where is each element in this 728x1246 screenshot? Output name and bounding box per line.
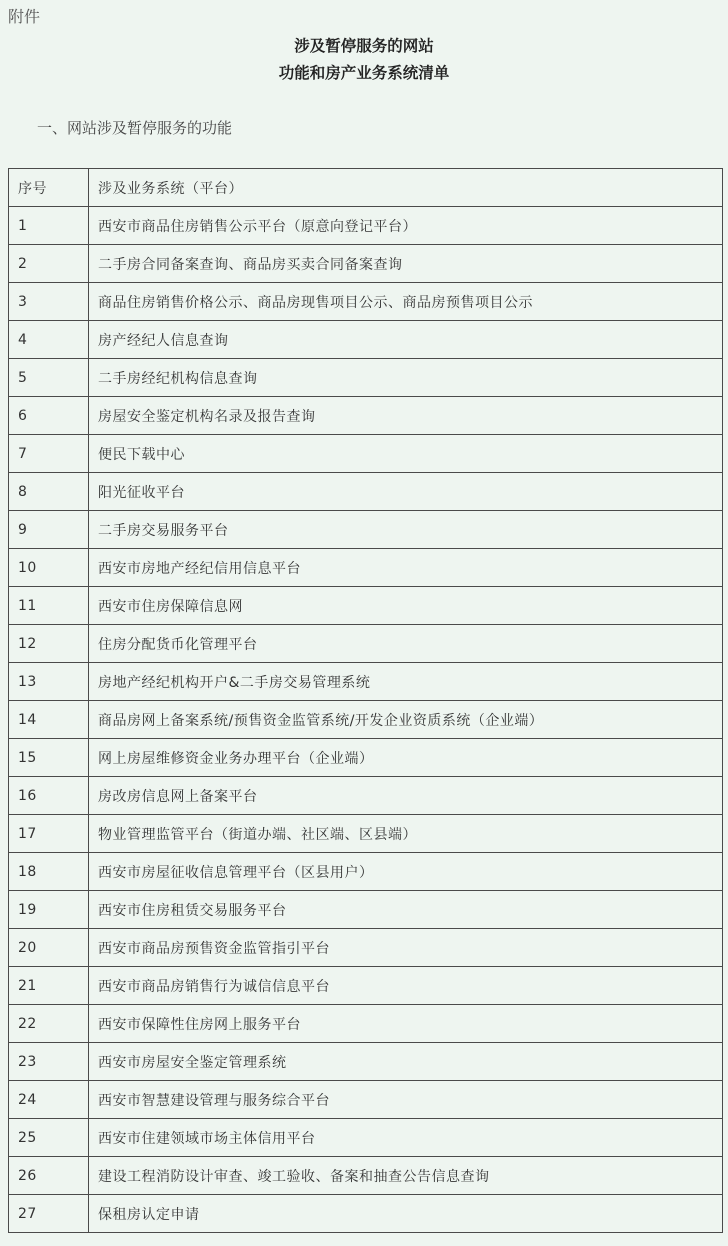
document-title-line-1: 涉及暂停服务的网站 — [294, 37, 434, 55]
table-row — [9, 1005, 723, 1043]
row-business-system: 西安市智慧建设管理与服务综合平台 — [89, 1081, 723, 1119]
document-title-line-2: 功能和房产业务系统清单 — [278, 64, 450, 82]
row-business-system: 保租房认定申请 — [89, 1195, 723, 1233]
row-serial-number: 12 — [9, 625, 89, 663]
table-row — [9, 473, 723, 511]
row-serial-number: 19 — [9, 891, 89, 929]
table-row — [9, 853, 723, 891]
table-row — [9, 1081, 723, 1119]
row-serial-number: 6 — [9, 397, 89, 435]
table-row — [9, 245, 723, 283]
table-row — [9, 1043, 723, 1081]
row-business-system: 二手房经纪机构信息查询 — [89, 359, 723, 397]
function-list-table — [8, 168, 723, 1233]
row-serial-number: 13 — [9, 663, 89, 701]
table-body — [9, 207, 723, 1233]
table-row — [9, 701, 723, 739]
table-row — [9, 625, 723, 663]
row-serial-number: 2 — [9, 245, 89, 283]
table-row — [9, 739, 723, 777]
row-business-system: 便民下载中心 — [89, 435, 723, 473]
row-serial-number: 26 — [9, 1157, 89, 1195]
row-business-system: 西安市房地产经纪信用信息平台 — [89, 549, 723, 587]
row-serial-number: 17 — [9, 815, 89, 853]
row-business-system: 商品房网上备案系统/预售资金监管系统/开发企业资质系统（企业端） — [89, 701, 723, 739]
table-row — [9, 777, 723, 815]
row-serial-number: 24 — [9, 1081, 89, 1119]
table-row — [9, 1157, 723, 1195]
row-business-system: 西安市住房租赁交易服务平台 — [89, 891, 723, 929]
row-serial-number: 18 — [9, 853, 89, 891]
row-serial-number: 3 — [9, 283, 89, 321]
row-business-system: 房地产经纪机构开户&二手房交易管理系统 — [89, 663, 723, 701]
row-serial-number: 8 — [9, 473, 89, 511]
table-row — [9, 207, 723, 245]
table-header-row — [9, 169, 723, 207]
row-business-system: 二手房合同备案查询、商品房买卖合同备案查询 — [89, 245, 723, 283]
attachment-label: 附件 — [8, 7, 41, 26]
section-heading: 一、网站涉及暂停服务的功能 — [37, 119, 233, 137]
table-row — [9, 891, 723, 929]
table-row — [9, 321, 723, 359]
row-serial-number: 10 — [9, 549, 89, 587]
row-serial-number: 11 — [9, 587, 89, 625]
row-business-system: 房屋安全鉴定机构名录及报告查询 — [89, 397, 723, 435]
row-serial-number: 9 — [9, 511, 89, 549]
row-business-system: 西安市保障性住房网上服务平台 — [89, 1005, 723, 1043]
row-serial-number: 20 — [9, 929, 89, 967]
row-serial-number: 25 — [9, 1119, 89, 1157]
table-row — [9, 435, 723, 473]
table-row — [9, 967, 723, 1005]
header-serial-number: 序号 — [9, 169, 89, 207]
row-business-system: 西安市房屋安全鉴定管理系统 — [89, 1043, 723, 1081]
row-business-system: 西安市商品住房销售公示平台（原意向登记平台） — [89, 207, 723, 245]
table-row — [9, 1119, 723, 1157]
row-business-system: 住房分配货币化管理平台 — [89, 625, 723, 663]
table-row — [9, 815, 723, 853]
row-serial-number: 15 — [9, 739, 89, 777]
row-business-system: 二手房交易服务平台 — [89, 511, 723, 549]
row-business-system: 西安市住房保障信息网 — [89, 587, 723, 625]
row-business-system: 网上房屋维修资金业务办理平台（企业端） — [89, 739, 723, 777]
row-serial-number: 21 — [9, 967, 89, 1005]
row-serial-number: 1 — [9, 207, 89, 245]
table-row — [9, 397, 723, 435]
table-row — [9, 929, 723, 967]
table-row — [9, 359, 723, 397]
row-serial-number: 16 — [9, 777, 89, 815]
row-business-system: 房产经纪人信息查询 — [89, 321, 723, 359]
table-row — [9, 511, 723, 549]
row-serial-number: 23 — [9, 1043, 89, 1081]
row-business-system: 房改房信息网上备案平台 — [89, 777, 723, 815]
row-serial-number: 27 — [9, 1195, 89, 1233]
table-row — [9, 1195, 723, 1233]
row-serial-number: 22 — [9, 1005, 89, 1043]
table-row — [9, 587, 723, 625]
row-business-system: 西安市商品房预售资金监管指引平台 — [89, 929, 723, 967]
table-row — [9, 663, 723, 701]
table-row — [9, 283, 723, 321]
row-serial-number: 5 — [9, 359, 89, 397]
header-business-system: 涉及业务系统（平台） — [89, 169, 723, 207]
table-row — [9, 549, 723, 587]
row-business-system: 物业管理监管平台（街道办端、社区端、区县端） — [89, 815, 723, 853]
row-business-system: 西安市住建领域市场主体信用平台 — [89, 1119, 723, 1157]
row-business-system: 西安市房屋征收信息管理平台（区县用户） — [89, 853, 723, 891]
row-business-system: 商品住房销售价格公示、商品房现售项目公示、商品房预售项目公示 — [89, 283, 723, 321]
row-business-system: 西安市商品房销售行为诚信信息平台 — [89, 967, 723, 1005]
row-serial-number: 4 — [9, 321, 89, 359]
row-business-system: 建设工程消防设计审查、竣工验收、备案和抽查公告信息查询 — [89, 1157, 723, 1195]
row-business-system: 阳光征收平台 — [89, 473, 723, 511]
row-serial-number: 14 — [9, 701, 89, 739]
row-serial-number: 7 — [9, 435, 89, 473]
